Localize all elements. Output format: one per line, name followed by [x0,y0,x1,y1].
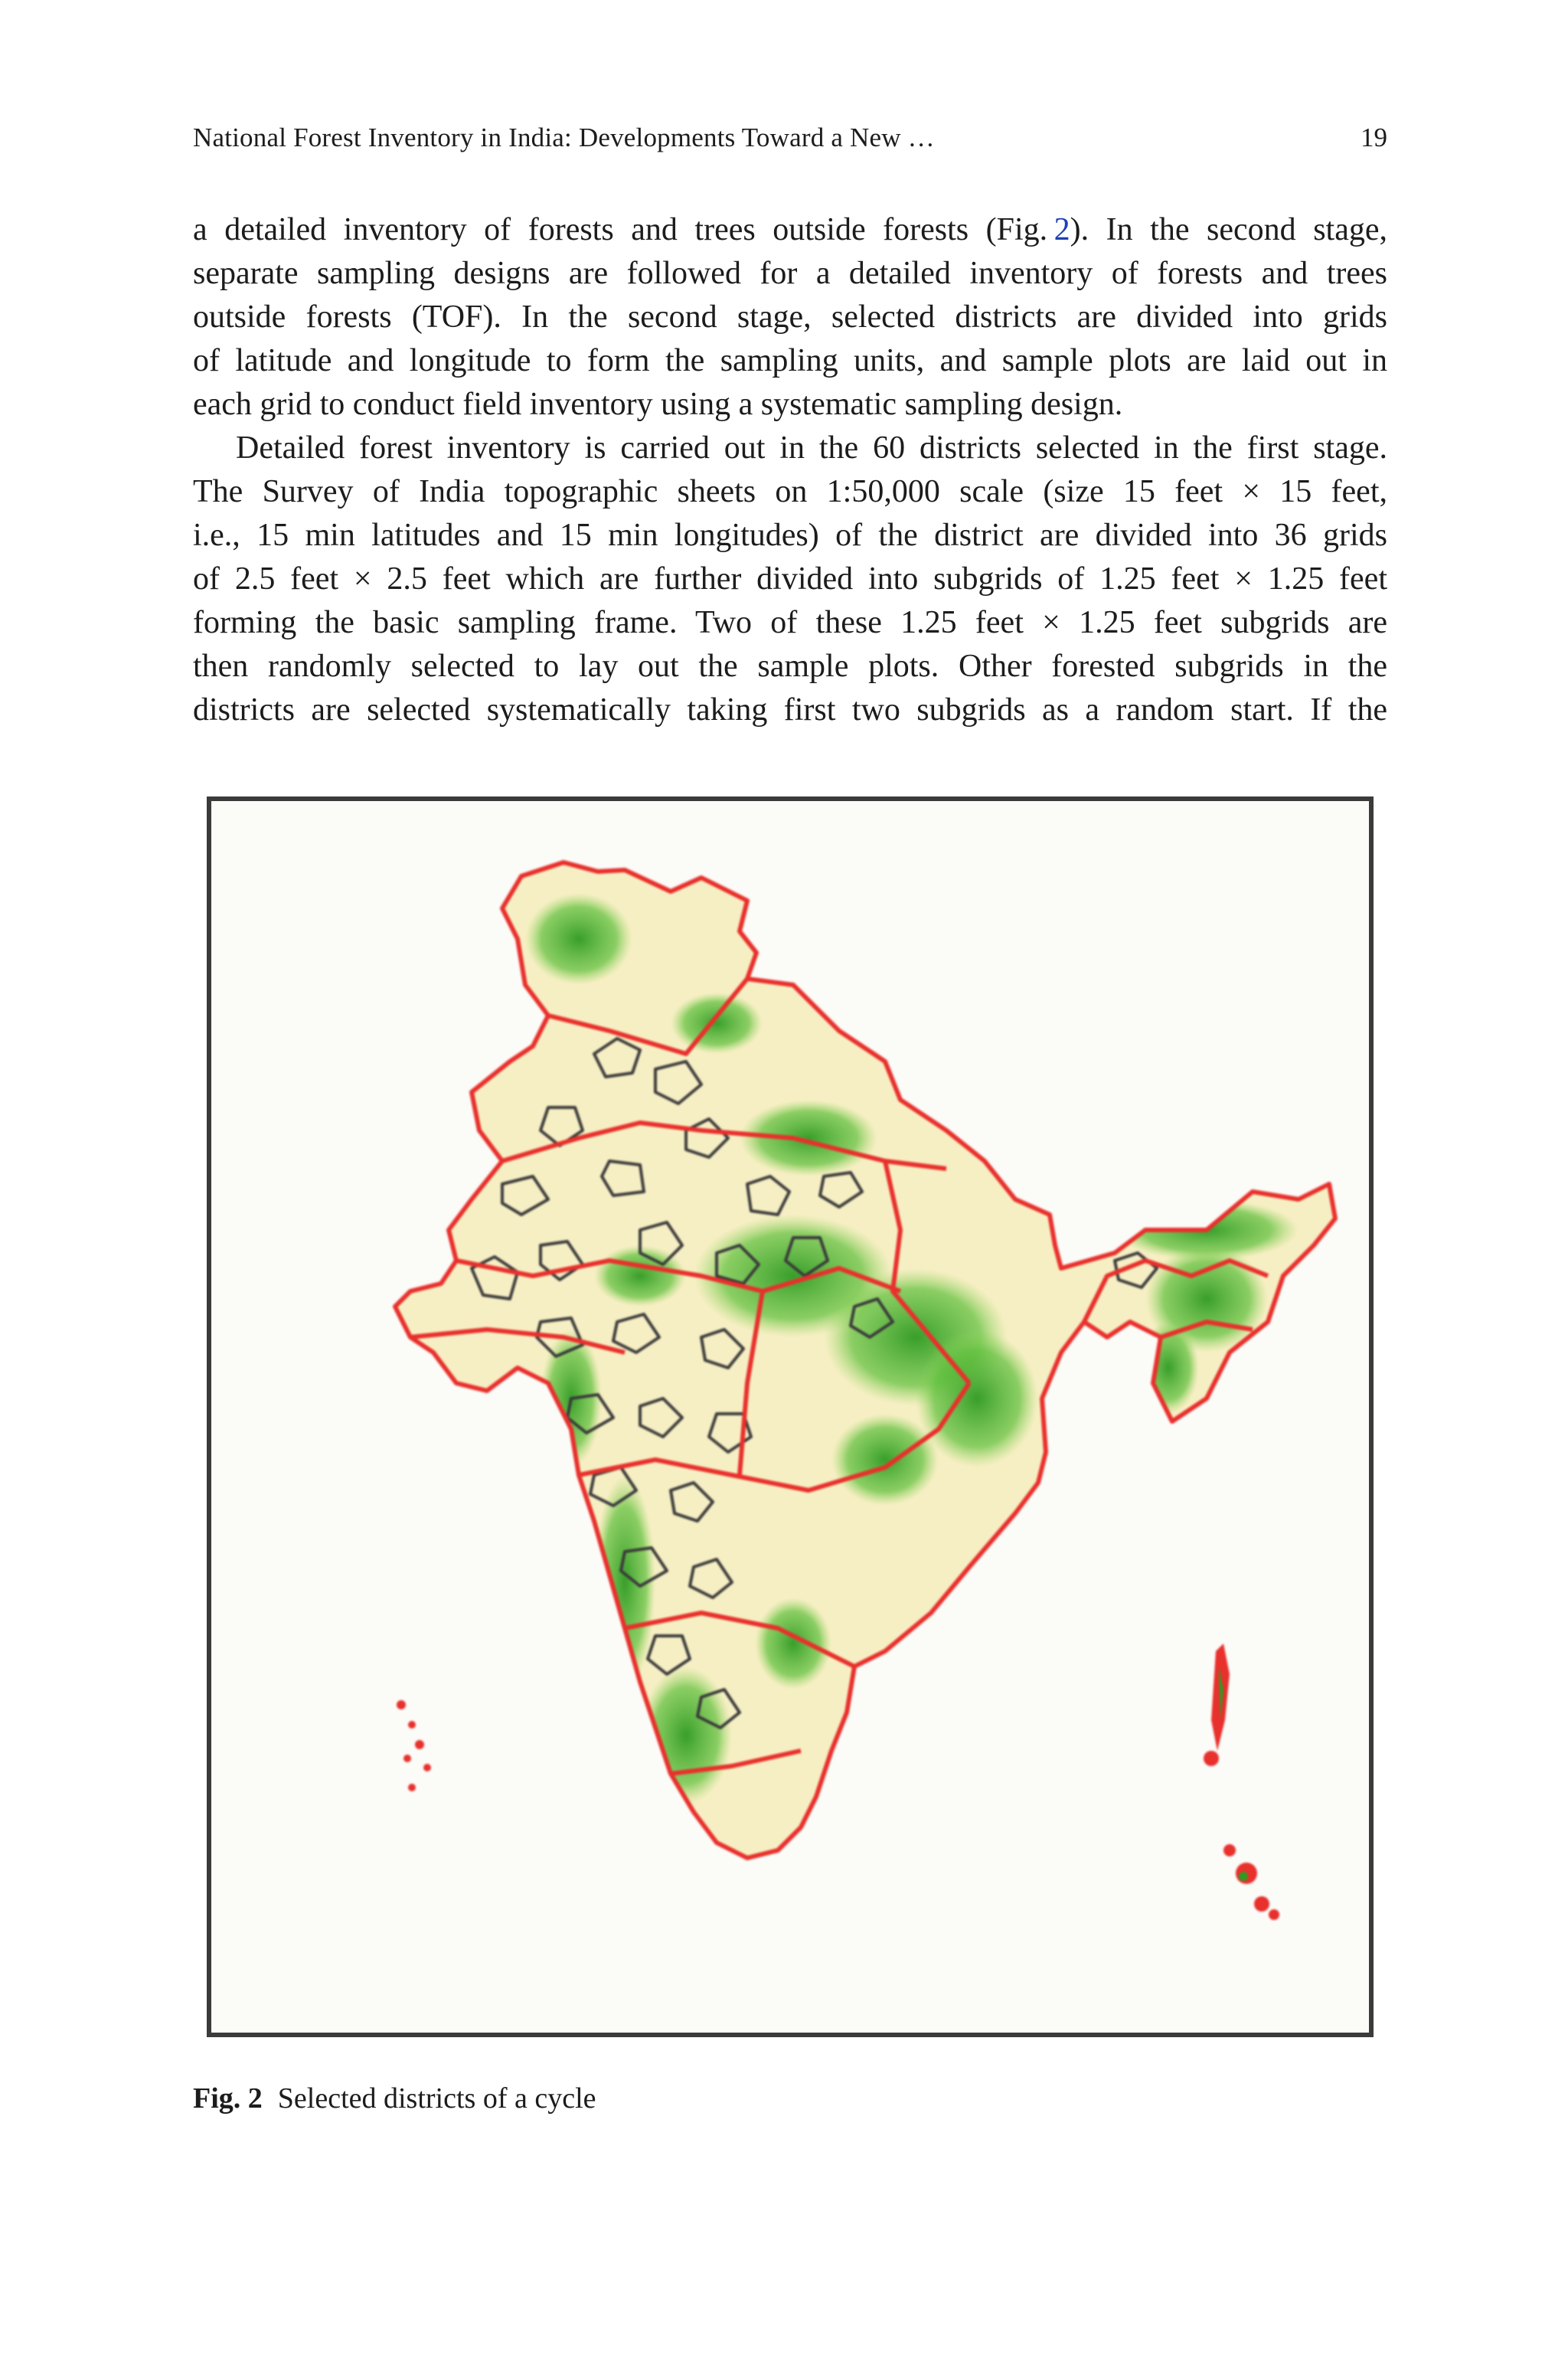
figure-label: Fig. 2 [193,2082,263,2115]
page-number: 19 [1361,123,1387,152]
text-line: then randomly selected to lay out the sample plots. Other forested subgrids in the [193,649,1387,684]
text-line: separate sampling designs are followed for a detailed inventory of forests and trees [193,256,1387,291]
running-title: National Forest Inventory in India: Developments Toward a New … [193,123,935,152]
text-line: of latitude and longitude to form the sampling units, and sample plots are laid out in [193,343,1387,378]
text-line: outside forests (TOF). In the second stage, selected districts are divided into grids [193,299,1387,335]
paragraph-2 [193,427,1387,732]
figure-frame [207,796,1374,2037]
text-line: each grid to conduct field inventory using a systematic sampling design. [193,387,1123,422]
text-line: The Survey of India topographic sheets on 1:50,000 scale (size 15 feet × 15 feet, [193,474,1387,509]
text-line: a detailed inventory of forests and trees outside forests (Fig. 2). In the second stage, [193,212,1387,247]
text-line: districts are selected systematically taking first two subgrids as a random start. If the [193,692,1387,728]
figure-caption [193,2082,596,2115]
text-line: of 2.5 feet × 2.5 feet which are further divided into subgrids of 1.25 feet × 1.25 feet [193,561,1387,597]
text-line: forming the basic sampling frame. Two of these 1.25 feet × 1.25 feet subgrids are [193,605,1387,640]
paragraph-1 [193,208,1387,427]
text-line: i.e., 15 min latitudes and 15 min longitudes) of the district are divided into 36 grids [193,518,1387,553]
figure-reference-link[interactable]: 2 [1054,212,1070,247]
text-line: Detailed forest inventory is carried out in the 60 districts selected in the first stage. [236,430,1387,466]
india-forest-map [211,801,1369,2033]
caption-text: Selected districts of a cycle [277,2082,596,2115]
